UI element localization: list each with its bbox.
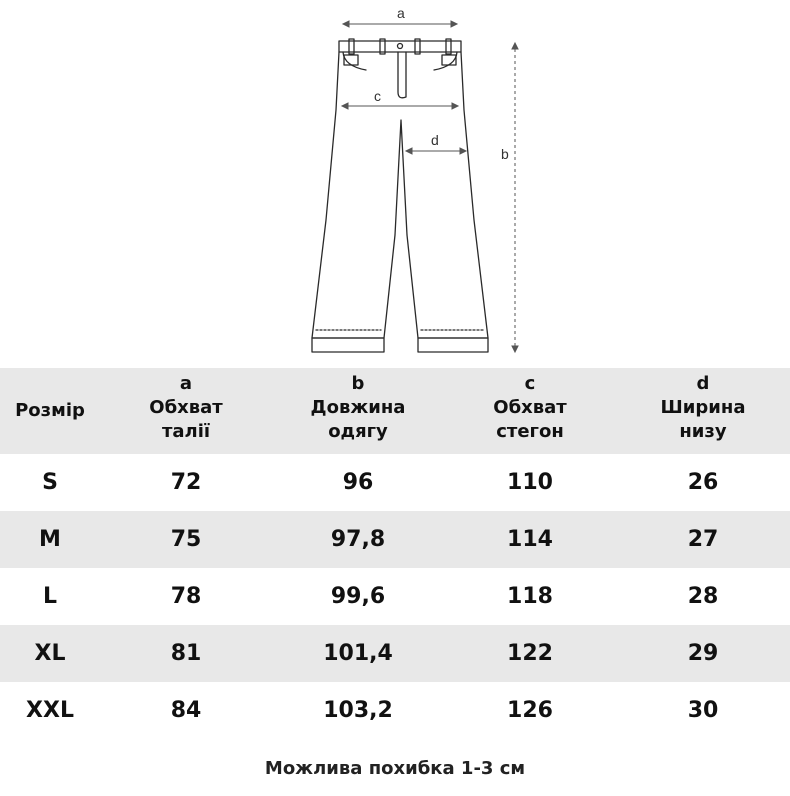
hip-cell: 110: [507, 470, 553, 495]
dimension-a-label: a: [397, 5, 405, 21]
column-header-d: d Ширина низу: [660, 373, 746, 442]
waist-cell: 84: [170, 698, 202, 723]
dimension-c-label: c: [374, 88, 381, 104]
waist-cell: 81: [170, 641, 202, 666]
length-cell: 103,2: [323, 698, 393, 723]
waist-cell: 78: [170, 584, 202, 609]
hem-cell: 26: [687, 470, 719, 495]
waist-cell: 75: [170, 527, 202, 552]
table-header-row: [0, 368, 790, 454]
dimension-d-label: d: [431, 132, 439, 148]
table-row: [0, 568, 790, 625]
length-cell: 97,8: [330, 527, 386, 552]
length-cell: 101,4: [323, 641, 393, 666]
size-cell: XXL: [26, 698, 74, 723]
hip-cell: 122: [507, 641, 553, 666]
size-column-header: Розмір: [15, 400, 85, 421]
size-cell: S: [42, 470, 58, 495]
pants-diagram: [0, 0, 790, 365]
pants-outline-icon: [0, 0, 790, 365]
dimension-b-label: b: [501, 146, 509, 162]
hip-cell: 118: [507, 584, 553, 609]
hip-cell: 126: [507, 698, 553, 723]
tolerance-note: Можлива похибка 1-3 см: [264, 758, 526, 779]
size-cell: XL: [34, 641, 66, 666]
hem-cell: 29: [687, 641, 719, 666]
hip-cell: 114: [507, 527, 553, 552]
hem-cell: 30: [687, 698, 719, 723]
length-cell: 99,6: [330, 584, 386, 609]
size-cell: M: [39, 527, 61, 552]
size-table: [0, 368, 790, 739]
column-header-c: c Обхват стегон: [493, 373, 567, 442]
table-row: [0, 511, 790, 568]
hem-cell: 27: [687, 527, 719, 552]
column-header-a: a Обхват талії: [149, 373, 223, 442]
table-row: [0, 682, 790, 739]
waist-cell: 72: [170, 470, 202, 495]
size-cell: L: [42, 584, 58, 609]
column-header-b: b Довжина одягу: [310, 373, 406, 442]
hem-cell: 28: [687, 584, 719, 609]
length-cell: 96: [342, 470, 374, 495]
table-row: [0, 454, 790, 511]
table-row: [0, 625, 790, 682]
